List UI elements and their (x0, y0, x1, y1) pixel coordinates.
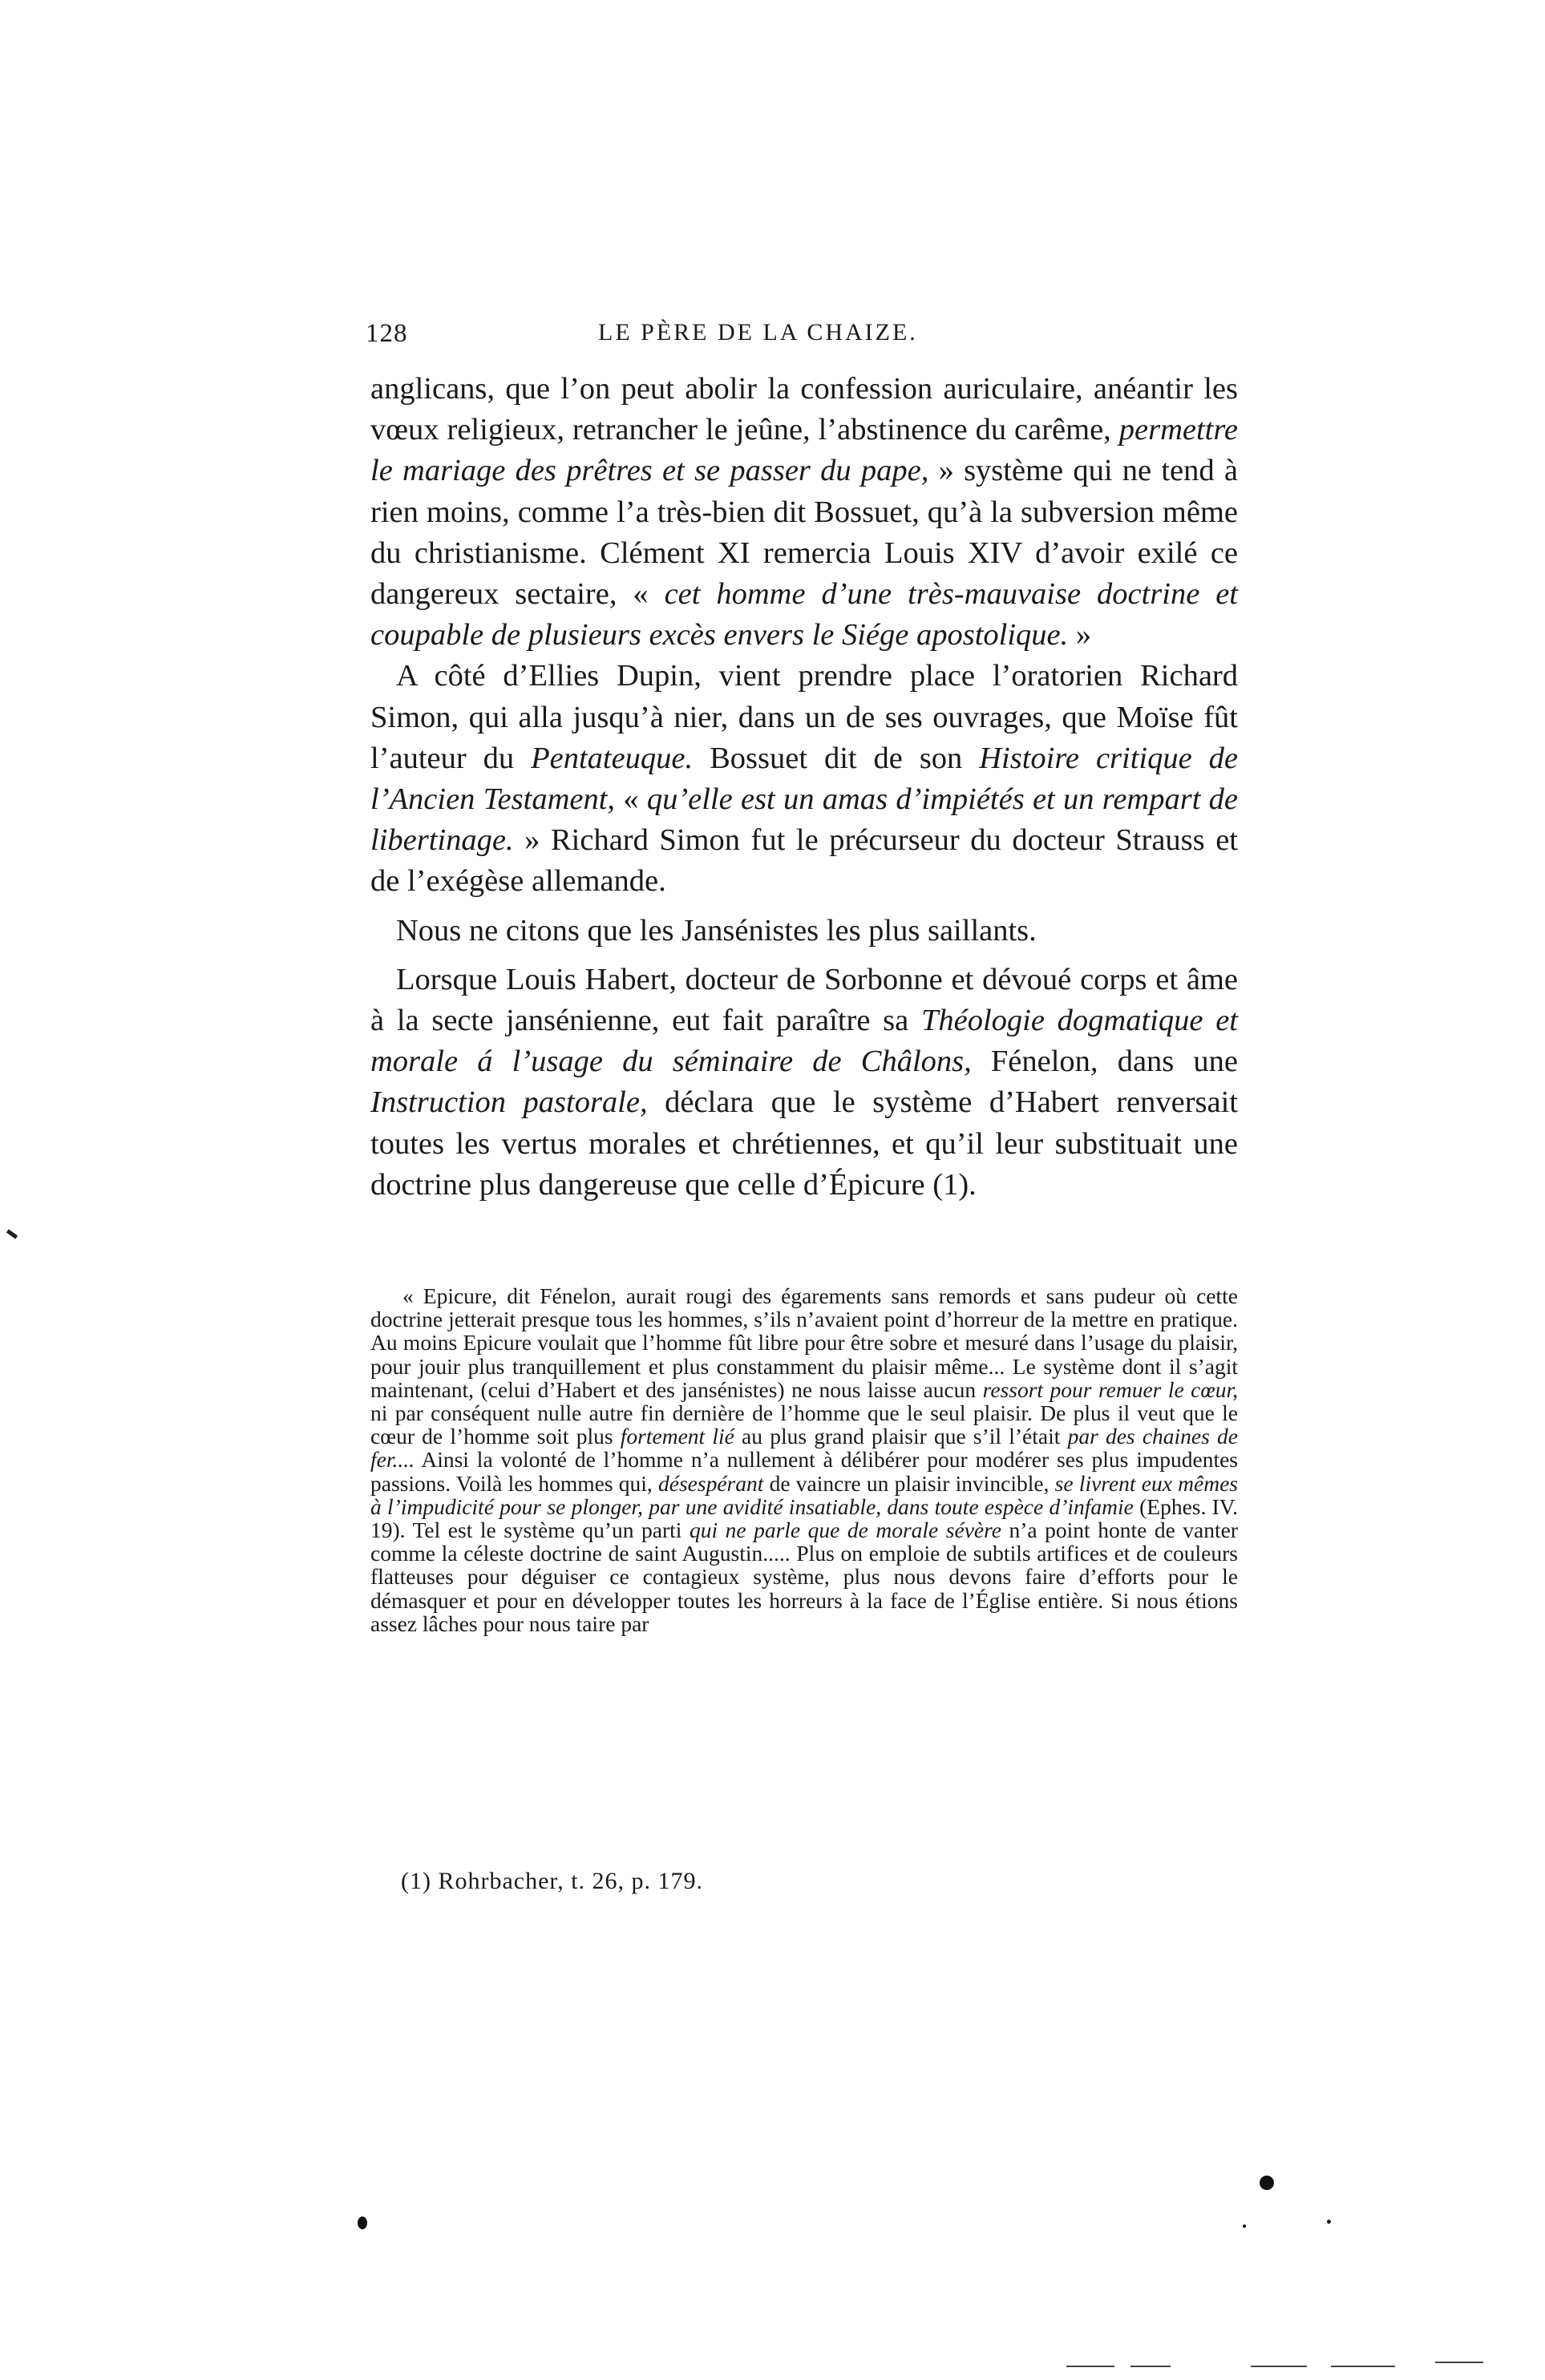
text-span: Lorsque Louis Habert, docteur de Sorbonne et dévoué corps et âme à la secte jansénienne, eut fait paraître sa (370, 962, 1238, 1038)
italic-span: par des chaines de fer.... (370, 1424, 1238, 1473)
italic-span: qu’elle est un amas d’impiétés et un rempart de libertinage. (370, 782, 1238, 858)
text-span: « Epicure, dit Fénelon, aurait rougi des égarements sans remords et sans pudeur où cette doctrine jetterait presque tous les hommes, s’ils n’avaient point d’horreur de la mettre en pratique. Au moins Epicure voulait que l’homme fût libre pour être sobre et mesuré dans l’usage du plaisir, pour jouir plus tranquillement et plus constamment du plaisir même... Le système dont il s’agit maintenant, (celui d’Habert et des jansénistes) ne nous laisse aucun (370, 1283, 1238, 1402)
text-span: « (615, 782, 647, 817)
italic-span: fortement lié (620, 1424, 734, 1449)
text-span: anglicans, que l’on peut abolir la confession auriculaire, anéantir les vœux religieux, retrancher le jeûne, l’abstinence du carême, (370, 372, 1238, 447)
scan-dot (1327, 2220, 1331, 2224)
italic-span: qui ne parle que de morale sévère (689, 1517, 1001, 1543)
text-span: » Richard Simon fut le précurseur du docteur Strauss et de l’exégèse allemande. (370, 823, 1238, 899)
scan-edge-mark (1066, 2366, 1114, 2367)
text-span: A côté d’Ellies Dupin, vient prendre place l’oratorien Richard Simon, qui alla jusqu’à nier, dans un de ses ouvrages, que Moïse fût l’auteur du (370, 659, 1238, 775)
italic-span: Pentateuque. (531, 741, 694, 775)
paragraph-1 (370, 369, 1238, 656)
italic-span: ressort pour remuer le cœur, (982, 1376, 1238, 1402)
italic-span: désespérant (658, 1470, 764, 1496)
italic-span: Instruction pastorale, (370, 1085, 648, 1120)
text-span: » système qui ne tend à rien moins, comme l’a très-bien dit Bossuet, qu’à la subversion même du christianisme. Clément XI remercia Louis XIV d’avoir exilé ce dangereux sectaire, « (370, 454, 1238, 612)
running-title: LE PÈRE DE LA CHAIZE. (598, 319, 918, 345)
italic-span: Histoire critique de l’Ancien Testament, (370, 741, 1238, 817)
main-text (370, 369, 1238, 1206)
italic-span: se livrent eux mêmes à l’impudicité pour se plonger, par une avidité insatiable, dans toute espèce d’infamie (370, 1470, 1239, 1519)
paragraph-2 (370, 656, 1238, 902)
paragraph-4 (370, 960, 1238, 1206)
text-span: Ainsi la volonté de l’homme n’a nullement à délibérer pour modérer ses plus impudentes passions. Voilà les hommes qui, (370, 1447, 1238, 1496)
scan-edge-mark (1331, 2366, 1395, 2367)
scan-mark (6, 1229, 18, 1238)
scan-dot (358, 2216, 367, 2229)
text-span: Fénelon, dans une (971, 1045, 1238, 1079)
text-span: (Ephes. IV. 19). Tel est le système qu’un parti (370, 1493, 1238, 1543)
page-number: 128 (366, 319, 408, 348)
footnote-paragraph (370, 1284, 1238, 1635)
scan-edge-mark (1435, 2362, 1483, 2363)
paragraph-3: Nous ne citons que les Jansénistes les plus saillants. (396, 913, 1037, 948)
text-span: de vaincre un plaisir invincible, (763, 1470, 1055, 1496)
text-span: Bossuet dit de son (693, 741, 980, 775)
scan-dot (1260, 2176, 1274, 2190)
running-head (366, 319, 1240, 359)
italic-span: Théologie dogmatique et morale á l’usage du séminaire de Châlons, (370, 1004, 1238, 1079)
text-span: ni par conséquent nulle autre fin dernière de l’homme que le seul plaisir. De plus il veut que le cœur de l’homme soit plus (370, 1400, 1238, 1449)
text-span: au plus grand plaisir que s’il l’était (734, 1424, 1068, 1449)
footnote-reference: (1) Rohrbacher, t. 26, p. 179. (401, 1868, 704, 1894)
text-span: déclara que le système d’Habert renversait toutes les vertus morales et chrétiennes, et qu’il leur substituait une doctrine plus dangereuse que celle d’Épicure (1). (370, 1085, 1238, 1202)
scan-dot (1243, 2224, 1246, 2228)
scan-edge-mark (1130, 2366, 1171, 2367)
footnote-block (370, 1284, 1238, 1635)
italic-span: permettre le mariage des prêtres et se passer du pape, (370, 413, 1238, 488)
text-span: » (1068, 618, 1092, 653)
text-span: n’a point honte de vanter comme la céleste doctrine de saint Augustin..... Plus on emploie de subtils artifices et de couleurs flatteuses pour déguiser ce contagieux système, plus nous devons faire d’efforts pour le démasquer et pour en développer toutes les horreurs à la face de l’Église entière. Si nous étions assez lâches pour nous taire par (370, 1517, 1239, 1636)
scan-edge-mark (1251, 2366, 1307, 2367)
italic-span: cet homme d’une très-mauvaise doctrine et coupable de plusieurs excès envers le Siége apostolique. (370, 577, 1239, 653)
